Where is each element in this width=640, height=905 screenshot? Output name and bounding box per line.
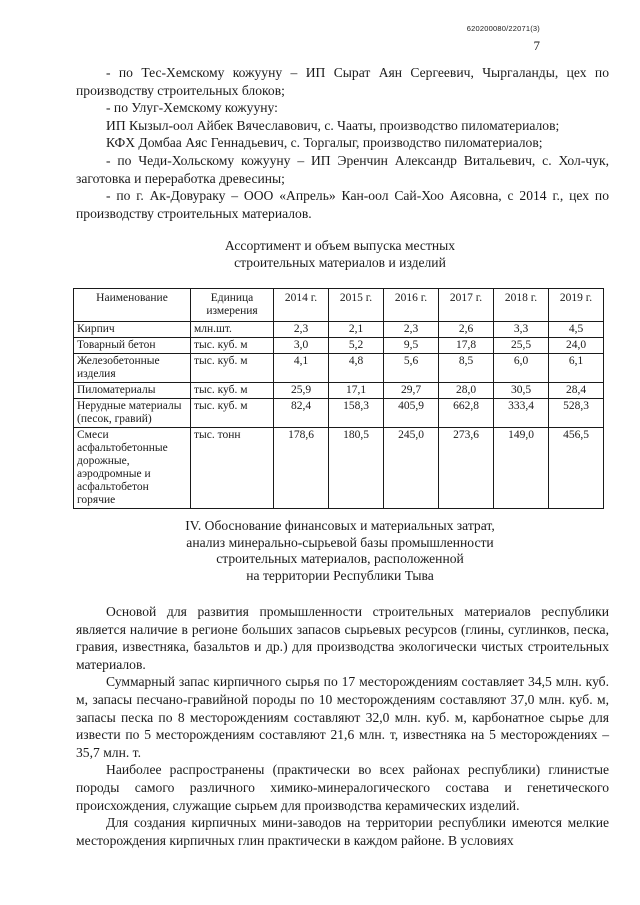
column-header: Единица измерения [191,289,274,322]
cell-value: 3,3 [494,322,549,338]
body-paragraph: Для создания кирпичных мини-заводов на территории республики имеются мелкие месторождения кирпичных глин практически в каждом районе. В условиях [76,815,609,848]
page-number: 7 [533,38,540,53]
body-paragraph: Наиболее распространены (практически во всех районах республики) глинистые породы самого различного химико-минералогического состава и генетического происхождения, служащие сырьем для производства керамических изделий. [76,762,609,813]
cell-value: 149,0 [494,428,549,509]
intro-line: - по Улуг-Хемскому кожууну: [106,100,278,116]
cell-value: 178,6 [274,428,329,509]
table-row [74,383,604,399]
document-code: 620200080/22071(3) [466,24,540,33]
cell-value: 2,3 [274,322,329,338]
cell-value: 4,5 [549,322,604,338]
cell-value: 82,4 [274,399,329,428]
cell-value: 528,3 [549,399,604,428]
column-header: 2016 г. [384,289,439,322]
section-title [60,518,620,584]
table-title-line: строительных материалов и изделий [234,254,446,270]
row-name: Нерудные материалы (песок, гравий) [74,399,191,428]
section-title-line: анализ минерально-сырьевой базы промышленности [186,534,494,550]
cell-value: 245,0 [384,428,439,509]
cell-value: 6,1 [549,354,604,383]
table-header-row [74,289,604,322]
column-header: 2018 г. [494,289,549,322]
cell-value: 24,0 [549,338,604,354]
cell-value: 28,0 [439,383,494,399]
cell-value: 4,1 [274,354,329,383]
cell-value: 9,5 [384,338,439,354]
column-header: 2014 г. [274,289,329,322]
row-unit: тыс. куб. м [191,354,274,383]
row-name: Товарный бетон [74,338,191,354]
cell-value: 25,5 [494,338,549,354]
row-unit: тыс. куб. м [191,399,274,428]
table-row [74,322,604,338]
cell-value: 456,5 [549,428,604,509]
row-unit: тыс. куб. м [191,383,274,399]
body-paragraph: Суммарный запас кирпичного сырья по 17 месторождениям составляет 34,5 млн. куб. м, запасы песчано-гравийной породы по 10 месторождениям составляют 37,0 млн. куб. м, запасы песка по 8 месторождениям составляют 32,0 млн. куб. м, карбонатное сырье для извести по 5 месторождениям составляют 21,6 млн. т, известняка на 5 месторождениях – 35,7 млн. т. [76,674,609,760]
cell-value: 333,4 [494,399,549,428]
table-row [74,354,604,383]
cell-value: 2,6 [439,322,494,338]
cell-value: 6,0 [494,354,549,383]
table-row [74,428,604,509]
cell-value: 180,5 [329,428,384,509]
column-header: Наименование [74,289,191,322]
cell-value: 4,8 [329,354,384,383]
cell-value: 3,0 [274,338,329,354]
cell-value: 273,6 [439,428,494,509]
cell-value: 2,3 [384,322,439,338]
intro-line: - по Тес-Хемскому кожууну – ИП Сырат Аян Сергеевич, Чыргаланды, цех по производству строительных блоков; [76,65,609,98]
column-header: 2017 г. [439,289,494,322]
row-unit: тыс. тонн [191,428,274,509]
body-paragraph: Основой для развития промышленности строительных материалов республики является наличие в регионе больших запасов сырьевых ресурсов (глины, суглинков, песка, гравия, известняка, базальтов и др.) для производства экологически чистых строительных материалов. [76,604,609,672]
cell-value: 8,5 [439,354,494,383]
table-title-line: Ассортимент и объем выпуска местных [224,238,456,253]
cell-value: 28,4 [549,383,604,399]
cell-value: 17,1 [329,383,384,399]
cell-value: 29,7 [384,383,439,399]
cell-value: 5,6 [384,354,439,383]
row-name: Железобетонные изделия [74,354,191,383]
table-row [74,338,604,354]
intro-list [76,64,609,222]
intro-line: - по г. Ак-Довураку – ООО «Апрель» Кан-оол Сай-Хоо Аясовна, с 2014 г., цех по производству строительных материалов. [76,188,609,221]
section-title-line: строительных материалов, расположенной [216,551,464,566]
intro-line: - по Чеди-Хольскому кожууну – ИП Эренчин Александр Витальевич, с. Хол-чук, заготовка и переработка древесины; [76,152,609,186]
row-unit: млн.шт. [191,322,274,338]
row-name: Пиломатериалы [74,383,191,399]
cell-value: 17,8 [439,338,494,354]
intro-line: ИП Кызыл-оол Айбек Вячеславович, с. Чааты, производство пиломатериалов; [106,117,560,133]
cell-value: 5,2 [329,338,384,354]
table-row [74,399,604,428]
row-name: Смеси асфальтобетонные дорожные, аэродромные и асфальтобетон горячие [74,428,191,509]
table-title [60,238,620,271]
intro-line: КФХ Домбаа Аяс Геннадьевич, с. Торгалыг, производство пиломатериалов; [106,135,543,151]
row-unit: тыс. куб. м [191,338,274,354]
cell-value: 662,8 [439,399,494,428]
body-text [76,603,609,849]
assortment-table [73,288,604,509]
cell-value: 30,5 [494,383,549,399]
row-name: Кирпич [74,322,191,338]
column-header: 2019 г. [549,289,604,322]
section-title-line: IV. Обоснование финансовых и материальных затрат, [185,518,495,533]
cell-value: 158,3 [329,399,384,428]
column-header: 2015 г. [329,289,384,322]
cell-value: 405,9 [384,399,439,428]
cell-value: 25,9 [274,383,329,399]
section-title-line: на территории Республики Тыва [246,567,434,583]
cell-value: 2,1 [329,322,384,338]
